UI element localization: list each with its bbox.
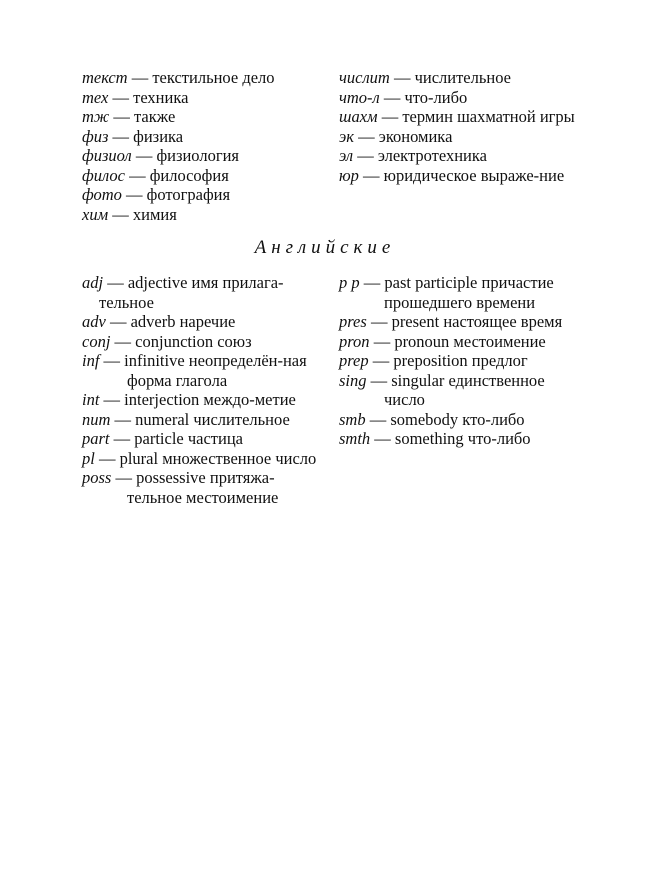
abbreviation-dash: — [105, 312, 131, 331]
abbreviation-term: хим [82, 204, 109, 224]
abbreviation-term: фото [82, 185, 122, 204]
abbreviation-definition: экономика [378, 126, 453, 146]
abbreviation-dash: — [109, 429, 135, 448]
abbreviation-entry [82, 468, 317, 507]
abbreviation-term: филос [82, 165, 125, 185]
abbreviation-dash: — [366, 370, 392, 390]
abbreviation-definition: numeral числительное [135, 409, 290, 429]
abbreviation-term: poss [82, 468, 112, 487]
abbreviation-dash: — [108, 204, 133, 224]
abbreviation-dash: — [379, 87, 405, 107]
abbreviation-entry [82, 185, 317, 205]
abbreviation-term: pres [339, 312, 367, 331]
abbreviation-entry [82, 449, 317, 469]
abbreviation-entry [82, 390, 317, 410]
abbreviation-entry [339, 332, 582, 352]
abbreviation-definition: something что-либо [394, 429, 531, 448]
abbreviation-term: smth [339, 429, 371, 448]
russian-abbreviations-block [82, 68, 582, 224]
column-bottom-right [339, 273, 582, 507]
abbreviation-dash: — [359, 273, 385, 292]
abbreviation-entry [339, 371, 582, 410]
abbreviation-dash: — [354, 126, 379, 146]
abbreviation-entry [82, 332, 317, 352]
abbreviation-definition: философия [149, 165, 229, 185]
abbreviation-term: num [82, 409, 111, 429]
abbreviation-definition: электротехника [377, 146, 487, 165]
abbreviation-term: эк [339, 126, 354, 146]
abbreviation-definition: adjective имя прилага-тельное [99, 273, 284, 312]
abbreviation-entry [339, 312, 582, 332]
abbreviation-entry [339, 68, 582, 88]
abbreviation-definition: фотография [146, 185, 231, 204]
abbreviation-definition: числительное [414, 68, 511, 87]
abbreviation-term: текст [82, 68, 128, 87]
abbreviation-entry [82, 205, 317, 225]
abbreviation-term: prep [339, 351, 369, 370]
abbreviation-dash: — [110, 331, 136, 351]
abbreviation-entry [82, 127, 317, 147]
abbreviation-term: pl [82, 448, 95, 468]
abbreviation-term: pron [339, 331, 370, 351]
abbreviation-term: p p [339, 273, 360, 292]
abbreviation-definition: adverb наречие [130, 312, 236, 331]
abbreviation-term: adj [82, 273, 104, 292]
abbreviation-term: что-л [339, 87, 380, 107]
abbreviation-definition: pronoun местоимение [394, 331, 546, 351]
abbreviation-term: юр [339, 165, 359, 185]
abbreviation-dash: — [94, 448, 120, 468]
abbreviation-entry [339, 410, 582, 430]
abbreviation-definition: interjection междо-метие [124, 390, 296, 409]
abbreviation-definition: текстильное дело [152, 68, 275, 87]
abbreviation-dash: — [353, 146, 378, 165]
abbreviation-dash: — [127, 68, 153, 87]
abbreviation-entry [339, 107, 582, 127]
abbreviation-dash: — [99, 390, 125, 409]
column-top-right [339, 68, 582, 224]
abbreviation-definition: физиология [156, 146, 240, 165]
abbreviation-term: тех [82, 87, 109, 107]
abbreviation-entry [82, 351, 317, 390]
abbreviation-entry [339, 88, 582, 108]
abbreviation-entry [339, 351, 582, 371]
abbreviation-entry [82, 273, 317, 312]
abbreviation-dash: — [108, 126, 134, 146]
abbreviation-definition: possessive притяжа-тельное местоимение [127, 468, 279, 507]
column-top-left [82, 68, 317, 224]
abbreviation-term: conj [82, 331, 111, 351]
abbreviation-dash: — [131, 146, 157, 165]
abbreviation-entry [82, 410, 317, 430]
abbreviation-dash: — [121, 185, 147, 204]
abbreviation-dash: — [366, 312, 392, 331]
abbreviation-dash: — [365, 409, 391, 429]
abbreviation-dash: — [369, 331, 395, 351]
abbreviation-dash: — [111, 468, 137, 487]
abbreviation-dash: — [370, 429, 395, 448]
abbreviation-definition: юридическое выраже-ние [383, 165, 565, 185]
abbreviation-entry [82, 429, 317, 449]
abbreviation-definition: физика [133, 126, 184, 146]
abbreviation-dash: — [109, 107, 135, 126]
abbreviation-dash: — [368, 351, 394, 370]
abbreviation-term: inf [82, 351, 100, 370]
abbreviation-dash: — [108, 87, 134, 107]
abbreviation-definition: что-либо [404, 87, 468, 107]
abbreviation-entry [82, 146, 317, 166]
abbreviation-entry [339, 127, 582, 147]
abbreviation-dash: — [389, 68, 415, 87]
abbreviation-dash: — [103, 273, 128, 292]
abbreviation-definition: plural множественное число [119, 448, 317, 468]
abbreviation-dash: — [377, 107, 403, 126]
column-bottom-left [82, 273, 317, 507]
abbreviation-definition: conjunction союз [135, 331, 252, 351]
abbreviation-dash: — [110, 409, 136, 429]
abbreviation-term: part [82, 429, 110, 448]
abbreviation-entry [339, 146, 582, 166]
abbreviation-entry [82, 312, 317, 332]
abbreviation-entry [82, 88, 317, 108]
abbreviation-term: adv [82, 312, 106, 331]
abbreviation-entry [339, 273, 582, 312]
abbreviation-term: int [82, 390, 100, 409]
abbreviation-definition: past participle причастие прошедшего времени [384, 273, 554, 312]
abbreviation-term: физиол [82, 146, 132, 165]
english-abbreviations-block [82, 273, 582, 507]
abbreviation-term: физ [82, 126, 109, 146]
abbreviation-entry [82, 166, 317, 186]
abbreviation-term: эл [339, 146, 354, 165]
abbreviation-term: числит [339, 68, 390, 87]
abbreviation-definition: infinitive неопределён-ная форма глагола [124, 351, 307, 390]
abbreviation-dash: — [99, 351, 125, 370]
abbreviation-term: sing [339, 370, 367, 390]
abbreviation-dash: — [358, 165, 384, 185]
abbreviation-definition: техника [133, 87, 189, 107]
abbreviation-definition: термин шахматной игры [402, 107, 575, 126]
abbreviation-entry [82, 68, 317, 88]
abbreviation-definition: preposition предлог [393, 351, 528, 370]
abbreviation-term: тж [82, 107, 110, 126]
abbreviation-definition: somebody кто-либо [390, 409, 525, 429]
abbreviation-entry [82, 107, 317, 127]
abbreviation-definition: present настоящее время [391, 312, 563, 331]
abbreviation-definition: химия [132, 204, 177, 224]
abbreviation-term: шахм [339, 107, 378, 126]
section-title-english: Английские [254, 237, 396, 258]
abbreviation-dash: — [124, 165, 150, 185]
abbreviation-definition: particle частица [134, 429, 243, 448]
abbreviation-term: smb [339, 409, 366, 429]
abbreviation-definition: singular единственное число [384, 370, 545, 409]
abbreviation-entry [339, 166, 582, 186]
abbreviation-definition: также [134, 107, 176, 126]
abbreviation-entry [339, 429, 582, 449]
